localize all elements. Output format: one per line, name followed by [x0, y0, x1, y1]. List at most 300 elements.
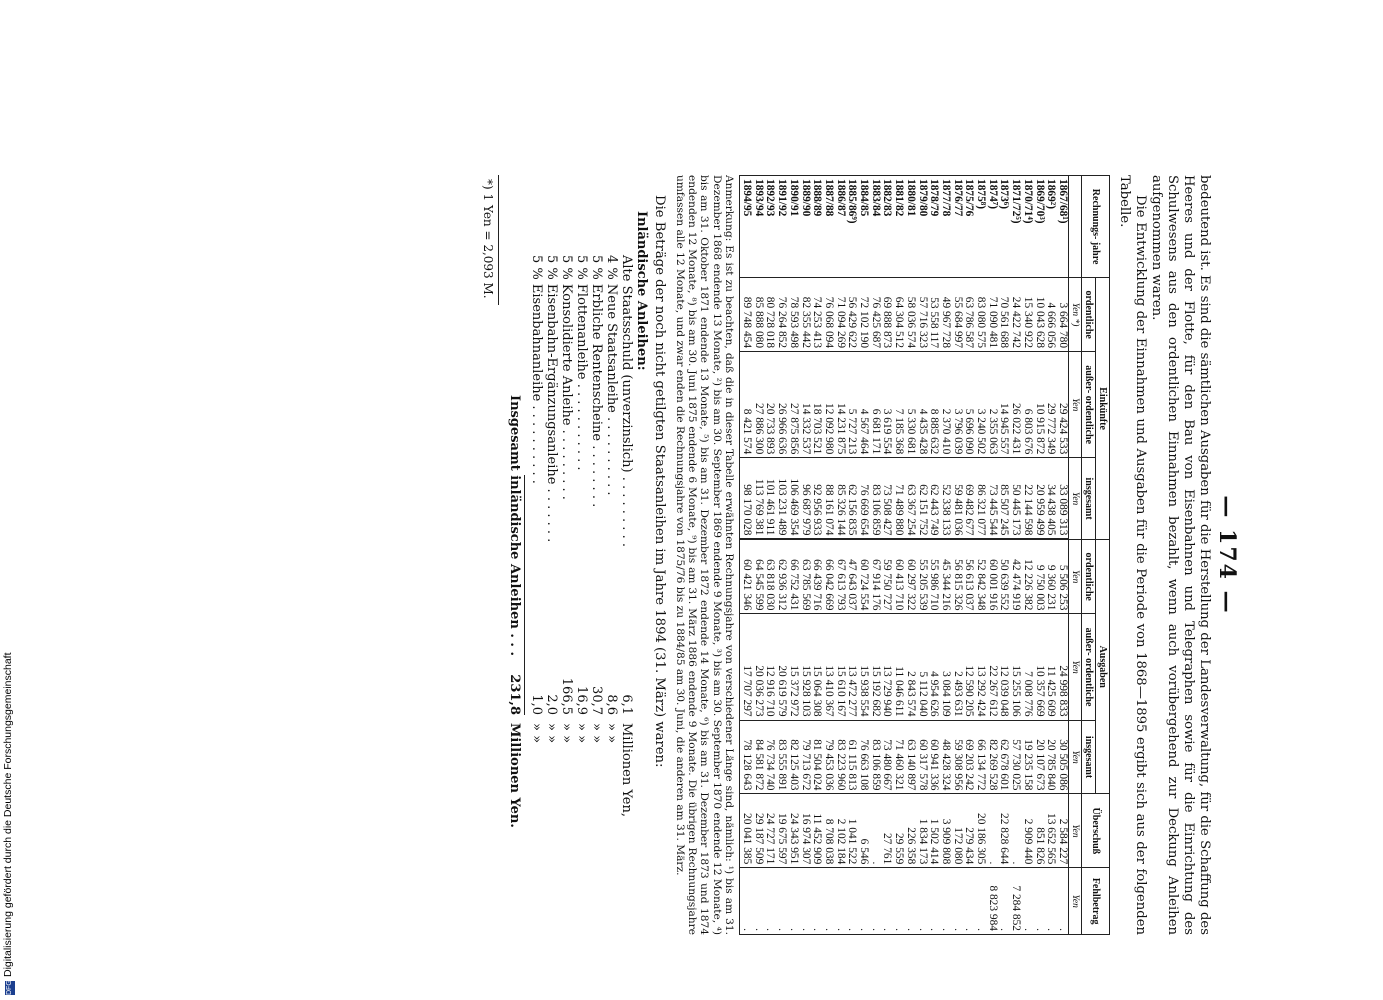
year-cell: 1891/92	[775, 176, 787, 278]
value-cell: 56 815 326	[951, 539, 963, 613]
year-cell: 1869²)	[1045, 176, 1057, 278]
value-cell: 58 036 574	[904, 278, 916, 352]
total-amount: 231,8	[507, 674, 523, 715]
total-rule	[524, 475, 525, 715]
loan-amount: 2,0	[544, 694, 560, 715]
value-cell: .	[857, 868, 869, 935]
value-cell: 5 727 213	[846, 352, 858, 458]
year-cell: 1883/84	[869, 176, 881, 278]
income-total-header: insgesamt	[1082, 458, 1096, 540]
table-row	[974, 176, 986, 935]
value-cell: 64 304 512	[892, 278, 904, 352]
value-cell: 83 223 960	[834, 720, 846, 794]
table-row	[928, 176, 940, 935]
value-cell: 4 435 428	[916, 352, 928, 458]
value-cell: .	[1033, 868, 1045, 935]
value-cell: 14 945 557	[998, 352, 1010, 458]
value-cell: 12 916 710	[764, 614, 776, 720]
value-cell: 76 068 094	[822, 278, 834, 352]
value-cell: 851 826	[1033, 794, 1045, 868]
loan-unit: » »	[529, 723, 545, 744]
value-cell: 13 652 565	[1045, 794, 1057, 868]
value-cell: 3 796 039	[951, 352, 963, 458]
value-cell: 22 144 598	[1021, 458, 1033, 540]
value-cell: 76 663 108	[857, 720, 869, 794]
year-cell: 1870/71⁴)	[1021, 176, 1033, 278]
value-cell: 12 226 382	[1021, 539, 1033, 613]
value-cell: 62 936 312	[775, 539, 787, 613]
year-cell: 1877/78	[939, 176, 951, 278]
income-group-header: Einkünfte	[1096, 278, 1110, 540]
loan-label: 5 % Eisenbahnanleihe . . . . . . . . . .	[529, 255, 545, 484]
value-cell: 73 445 544	[986, 458, 998, 540]
value-cell: 63 786 587	[963, 278, 975, 352]
value-cell: 42 474 919	[1009, 539, 1021, 613]
value-cell: 66 042 669	[822, 539, 834, 613]
value-cell: 63 785 569	[799, 539, 811, 613]
value-cell: 50 639 552	[998, 539, 1010, 613]
value-cell: 15 372 972	[787, 614, 799, 720]
value-cell: 62 443 749	[928, 458, 940, 540]
value-cell: 20 785 840	[1045, 720, 1057, 794]
credit-text: Digitalisierung gefördert durch die Deutsche Forschungsgemeinschaft	[2, 652, 14, 977]
value-cell: 67 613 793	[834, 539, 846, 613]
table-row	[916, 176, 928, 935]
table-intro-paragraph: Die Entwicklung der Einnahmen und Ausgaben für die Periode von 1868—1895 ergibt sich aus der folgenden Tabelle.	[1117, 175, 1148, 935]
table-row	[904, 176, 916, 935]
table-row	[998, 176, 1010, 935]
value-cell: 76 734 740	[764, 720, 776, 794]
value-cell: 20 959 499	[1033, 458, 1045, 540]
value-cell: 15 255 106	[1009, 614, 1021, 720]
table-row	[764, 176, 776, 935]
value-cell: 30 505 086	[1056, 720, 1068, 794]
value-cell: 60 001 916	[986, 539, 998, 613]
value-cell: 82 269 528	[986, 720, 998, 794]
value-cell: 34 438 405	[1045, 458, 1057, 540]
value-cell: 14 231 875	[834, 352, 846, 458]
value-cell: .	[881, 868, 893, 935]
value-cell: 226 358	[904, 794, 916, 868]
value-cell: .	[846, 868, 858, 935]
value-cell: 101 461 911	[764, 458, 776, 540]
loan-amount: 166,5	[559, 677, 575, 715]
value-cell: 10 357 669	[1033, 614, 1045, 720]
value-cell: 80 728 018	[764, 278, 776, 352]
loan-unit: Millionen Yen,	[619, 723, 635, 817]
loan-amount: 16,9	[574, 686, 590, 715]
unit-cell-blank	[1069, 176, 1082, 278]
value-cell: 3 619 554	[881, 352, 893, 458]
table-row	[740, 176, 752, 935]
value-cell: 20 041 385	[740, 794, 752, 868]
total-label: Insgesamt inländische Anleihen . . .	[507, 395, 523, 656]
value-cell: 72 102 190	[857, 278, 869, 352]
value-cell: 2 843 574	[904, 614, 916, 720]
value-cell: .	[1021, 868, 1033, 935]
expense-total-header: insgesamt	[1082, 720, 1096, 794]
value-cell: 24 727 171	[764, 794, 776, 868]
value-cell: 15 610 167	[834, 614, 846, 720]
income-extraordinary-header: außer- ordentliche	[1082, 352, 1096, 458]
loan-row	[619, 175, 634, 935]
loan-label: 5 % Erbliche Rentenscheine . . . . . . . .	[589, 255, 605, 508]
value-cell: 103 231 489	[775, 458, 787, 540]
loan-unit: » »	[589, 723, 605, 744]
value-cell: 84 581 872	[752, 720, 764, 794]
value-cell: 15 928 103	[799, 614, 811, 720]
value-cell: 24 343 951	[787, 794, 799, 868]
value-cell: 3 240 502	[974, 352, 986, 458]
value-cell: 1 041 522	[846, 794, 858, 868]
value-cell: 64 545 599	[752, 539, 764, 613]
value-cell: 50 445 173	[1009, 458, 1021, 540]
table-row	[857, 176, 869, 935]
total-unit: Millionen Yen.	[507, 723, 523, 828]
table-row	[1009, 176, 1021, 935]
value-cell: 69 888 873	[881, 278, 893, 352]
value-cell: 83 106 859	[869, 720, 881, 794]
table-row	[787, 176, 799, 935]
digitization-credit	[2, 652, 15, 995]
value-cell: 13 472 277	[846, 614, 858, 720]
year-cell: 1888/89	[811, 176, 823, 278]
value-cell: 1 502 414	[928, 794, 940, 868]
value-cell: 83 555 891	[775, 720, 787, 794]
value-cell: .	[1009, 794, 1021, 868]
table-row	[822, 176, 834, 935]
loan-label: 4 % Neue Staatsanleihe . . . . . . . . . .	[604, 255, 620, 496]
footnote: *) 1 Yen = 2,093 M.	[481, 179, 496, 299]
value-cell: 6 681 171	[869, 352, 881, 458]
value-cell: 2 355 063	[986, 352, 998, 458]
value-cell: 52 338 133	[939, 458, 951, 540]
value-cell: 62 151 752	[916, 458, 928, 540]
value-cell: 59 750 727	[881, 539, 893, 613]
income-ordinary-header: ordentliche	[1082, 278, 1096, 352]
value-cell: 76 264 852	[775, 278, 787, 352]
value-cell: 79 713 672	[799, 720, 811, 794]
value-cell: 55 986 710	[928, 539, 940, 613]
value-cell: 3 084 109	[939, 614, 951, 720]
loan-amount: 1,0	[529, 694, 545, 715]
value-cell: 70 561 688	[998, 278, 1010, 352]
unit-cell: Yen *)	[1069, 278, 1082, 352]
value-cell: 59 481 036	[951, 458, 963, 540]
value-cell: 71 460 321	[892, 720, 904, 794]
table-row	[1033, 176, 1045, 935]
value-cell: 73 480 667	[881, 720, 893, 794]
unit-cell: Yen	[1069, 458, 1082, 540]
value-cell: 78 128 643	[740, 720, 752, 794]
year-cell: 1874⁷)	[986, 176, 998, 278]
year-cell: 1892/93	[764, 176, 776, 278]
value-cell: 98 170 028	[740, 458, 752, 540]
table-row	[799, 176, 811, 935]
table-row	[881, 176, 893, 935]
value-cell: .	[939, 868, 951, 935]
table-row	[1056, 176, 1068, 935]
year-cell: 1876/77	[951, 176, 963, 278]
value-cell: 2 493 631	[951, 614, 963, 720]
table-row	[834, 176, 846, 935]
loan-amount: 30,7	[589, 686, 605, 715]
value-cell: 74 253 413	[811, 278, 823, 352]
value-cell: 96 687 979	[799, 458, 811, 540]
loan-unit: » »	[544, 723, 560, 744]
year-cell: 1887/88	[822, 176, 834, 278]
table-row	[1021, 176, 1033, 935]
table-row	[752, 176, 764, 935]
value-cell: 63 140 897	[904, 720, 916, 794]
value-cell: 66 752 431	[787, 539, 799, 613]
value-cell: 11 046 611	[892, 614, 904, 720]
value-cell: 66 134 772	[974, 720, 986, 794]
value-cell: .	[998, 868, 1010, 935]
value-cell: 10 043 628	[1033, 278, 1045, 352]
unit-cell: Yen	[1069, 539, 1082, 613]
value-cell: .	[951, 868, 963, 935]
value-cell: 8 885 632	[928, 352, 940, 458]
value-cell: .	[822, 868, 834, 935]
expense-ordinary-header: ordentliche	[1082, 539, 1096, 613]
unit-cell: Yen	[1069, 352, 1082, 458]
loan-row	[574, 175, 589, 935]
loans-intro: Die Beträge der noch nicht getilgten Staatsanleihen im Jahre 1894 (31. März) waren:	[652, 195, 668, 768]
value-cell: 62 678 601	[998, 720, 1010, 794]
value-cell: 6 803 676	[1021, 352, 1033, 458]
value-cell: 67 914 176	[869, 539, 881, 613]
value-cell: 86 321 077	[974, 458, 986, 540]
value-cell: 33 089 313	[1056, 458, 1068, 540]
value-cell: .	[834, 868, 846, 935]
value-cell: 83 106 859	[869, 458, 881, 540]
value-cell: 62 156 835	[846, 458, 858, 540]
value-cell: 15 340 922	[1021, 278, 1033, 352]
value-cell: 76 669 654	[857, 458, 869, 540]
value-cell: 79 453 036	[822, 720, 834, 794]
value-cell: .	[764, 868, 776, 935]
value-cell: 53 558 117	[928, 278, 940, 352]
value-cell: 20 036 273	[752, 614, 764, 720]
value-cell: 92 956 933	[811, 458, 823, 540]
year-cell: 1878/79	[928, 176, 940, 278]
value-cell: 6 546	[857, 794, 869, 868]
value-cell: 85 507 245	[998, 458, 1010, 540]
year-cell: 1889/90	[799, 176, 811, 278]
value-cell: 63 818 030	[764, 539, 776, 613]
value-cell: 24 998 833	[1056, 614, 1068, 720]
table-row	[1045, 176, 1057, 935]
value-cell: 83 080 575	[974, 278, 986, 352]
value-cell: .	[799, 868, 811, 935]
value-cell: 2 584 227	[1056, 794, 1068, 868]
year-cell: 1881/82	[892, 176, 904, 278]
year-cell: 1873⁶)	[998, 176, 1010, 278]
finance-table-body	[740, 176, 1069, 935]
table-row	[892, 176, 904, 935]
value-cell: .	[963, 868, 975, 935]
value-cell: 29 772 349	[1045, 352, 1057, 458]
value-cell: .	[740, 868, 752, 935]
value-cell: 9 750 003	[1033, 539, 1045, 613]
table-row	[846, 176, 858, 935]
year-cell: 1879/80	[916, 176, 928, 278]
year-cell: 1884/85	[857, 176, 869, 278]
value-cell: 18 703 521	[811, 352, 823, 458]
value-cell: 11 452 909	[811, 794, 823, 868]
value-cell: 81 504 024	[811, 720, 823, 794]
value-cell: .	[928, 868, 940, 935]
year-cell: 1890/91	[787, 176, 799, 278]
footnote-rule	[498, 175, 499, 305]
table-row	[963, 176, 975, 935]
value-cell: 279 434	[963, 794, 975, 868]
value-cell: 9 360 231	[1045, 539, 1057, 613]
value-cell: 55 684 997	[951, 278, 963, 352]
value-cell: 15 064 308	[811, 614, 823, 720]
loan-row	[589, 175, 604, 935]
loan-label: 5 % Konsolidierte Anleihe . . . . . . . . .	[559, 255, 575, 500]
unit-cell: Yen	[1069, 614, 1082, 720]
surplus-header: Überschuß	[1082, 794, 1110, 868]
loan-label: 5 % Flottenanleihe . . . . . . . . . . .	[574, 255, 590, 471]
domestic-loans-heading: Inländische Anleihen:	[634, 211, 650, 371]
value-cell: 55 205 539	[916, 539, 928, 613]
value-cell: 20 186 305	[974, 794, 986, 868]
value-cell: .	[904, 868, 916, 935]
year-cell: 1882/83	[881, 176, 893, 278]
table-row	[811, 176, 823, 935]
value-cell: 12 092 980	[822, 352, 834, 458]
year-cell: 1875⁸)	[974, 176, 986, 278]
value-cell: 26 022 431	[1009, 352, 1021, 458]
value-cell: 60 724 554	[857, 539, 869, 613]
value-cell: 22 267 612	[986, 614, 998, 720]
loan-label: 5 % Eisenbahn-Ergänzungsanleihe . . . . . . .	[544, 255, 560, 543]
value-cell: 17 707 297	[740, 614, 752, 720]
value-cell: 29 424 533	[1056, 352, 1068, 458]
value-cell: 16 974 307	[799, 794, 811, 868]
intro-paragraph: bedeutend ist. Es sind die sämtlichen Ausgaben für die Herstellung der Landesverwaltung, für die Schaffung des Heeres und der Flotte, für den Bau von Eisenbahnen und Telegraphen sowie für die Einrichtung des Schulwesens aus den ordentlichen Einnahmen bezahlt, wenn auch vorübergehend zur Deckung Anleihen aufgenommen waren.	[1149, 175, 1212, 935]
value-cell: 56 613 037	[963, 539, 975, 613]
value-cell: .	[869, 794, 881, 868]
year-cell: 1875/76	[963, 176, 975, 278]
value-cell: 4 954 626	[928, 614, 940, 720]
finance-table	[739, 175, 1110, 935]
value-cell: 47 643 037	[846, 539, 858, 613]
value-cell: 27 761	[881, 794, 893, 868]
value-cell: 49 967 728	[939, 278, 951, 352]
value-cell: 29 559	[892, 794, 904, 868]
value-cell: .	[986, 794, 998, 868]
table-row	[951, 176, 963, 935]
unit-cell: Yen	[1069, 720, 1082, 794]
year-header: Rechnungs- jahre	[1082, 176, 1110, 278]
value-cell: .	[974, 868, 986, 935]
year-cell: 1871/72⁵)	[1009, 176, 1021, 278]
year-cell: 1893/94	[752, 176, 764, 278]
value-cell: 4 567 464	[857, 352, 869, 458]
value-cell: 22 828 644	[998, 794, 1010, 868]
table-row	[869, 176, 881, 935]
value-cell: .	[892, 868, 904, 935]
year-cell: 1867/68¹)	[1056, 176, 1068, 278]
value-cell: 13 729 940	[881, 614, 893, 720]
unit-cell: Yen	[1069, 868, 1082, 935]
value-cell: 26 966 636	[775, 352, 787, 458]
year-cell: 1886/87	[834, 176, 846, 278]
year-cell: 1894/95	[740, 176, 752, 278]
value-cell: 61 115 813	[846, 720, 858, 794]
value-cell: 12 590 205	[963, 614, 975, 720]
value-cell: .	[787, 868, 799, 935]
value-cell: 76 425 687	[869, 278, 881, 352]
value-cell: 11 425 609	[1045, 614, 1057, 720]
value-cell: 13 410 367	[822, 614, 834, 720]
value-cell: 7 284 852	[1009, 868, 1021, 935]
value-cell: 8 421 574	[740, 352, 752, 458]
loan-amount: 8,6	[604, 694, 620, 715]
loan-row	[544, 175, 559, 935]
value-cell: 29 187 509	[752, 794, 764, 868]
value-cell: 20 733 893	[764, 352, 776, 458]
value-cell: .	[775, 868, 787, 935]
value-cell: 13 292 424	[974, 614, 986, 720]
value-cell: 113 769 381	[752, 458, 764, 540]
loan-unit: » »	[559, 723, 575, 744]
value-cell: 5 112 040	[916, 614, 928, 720]
value-cell: 15 192 682	[869, 614, 881, 720]
value-cell: .	[869, 868, 881, 935]
table-row	[775, 176, 787, 935]
value-cell: .	[752, 868, 764, 935]
value-cell: 66 439 716	[811, 539, 823, 613]
value-cell: 82 355 442	[799, 278, 811, 352]
loan-list	[529, 175, 634, 935]
value-cell: 3 664 780	[1056, 278, 1068, 352]
dfg-logo: DFG	[6, 980, 13, 995]
unit-cell: Yen	[1069, 794, 1082, 868]
value-cell: 5 696 090	[963, 352, 975, 458]
value-cell: 78 593 498	[787, 278, 799, 352]
value-cell: 60 941 336	[928, 720, 940, 794]
value-cell: 73 508 427	[881, 458, 893, 540]
table-row	[986, 176, 998, 935]
table-note: Anmerkung: Es ist zu beachten, daß die in dieser Tabelle erwähnten Rechnungsjahre von verschiedener Länge sind, nämlich: ¹) bis am 31. Dezember 1868 endende 13 Monate, ²) bis am 30. September 1869 endende 9 Monate, ³) bis am 30. September 1870 endende 12 Monate, ⁴) bis am 31. Oktober 1871 endende 13 Monate, ⁵) bis am 31. Dezember 1872 endende 14 Monate, ⁶) bis am 31. Dezember 1873 und 1874 endenden 12 Monate, ⁸) bis am 30. Juni 1875 endende 6 Monate, ⁹) bis am 31. März 1886 endende 9 Monate. Die übrigen Rechnungsjahre umfassen alle 12 Monate, und zwar enden die Rechnungsjahre von 1875/76 bis zu 1884/85 am 30. Juni, die anderen am 31. März.	[673, 175, 736, 935]
value-cell: 7 185 368	[892, 352, 904, 458]
value-cell: 69 482 677	[963, 458, 975, 540]
value-cell: 59 308 956	[951, 720, 963, 794]
value-cell: 2 102 184	[834, 794, 846, 868]
value-cell: 85 326 144	[834, 458, 846, 540]
value-cell: 20 107 673	[1033, 720, 1045, 794]
deficit-header: Fehlbetrag	[1082, 868, 1110, 935]
value-cell: .	[1045, 868, 1057, 935]
value-cell: 5 506 253	[1056, 539, 1068, 613]
value-cell: 2 370 410	[939, 352, 951, 458]
loan-amount: 6,1	[619, 694, 635, 715]
year-cell: 1869/70³)	[1033, 176, 1045, 278]
value-cell: 48 428 324	[939, 720, 951, 794]
value-cell: 5 330 681	[904, 352, 916, 458]
value-cell: 19 235 158	[1021, 720, 1033, 794]
value-cell: 7 008 776	[1021, 614, 1033, 720]
value-cell: .	[811, 868, 823, 935]
loan-row	[604, 175, 619, 935]
value-cell: 3 909 808	[939, 794, 951, 868]
value-cell: 82 125 403	[787, 720, 799, 794]
